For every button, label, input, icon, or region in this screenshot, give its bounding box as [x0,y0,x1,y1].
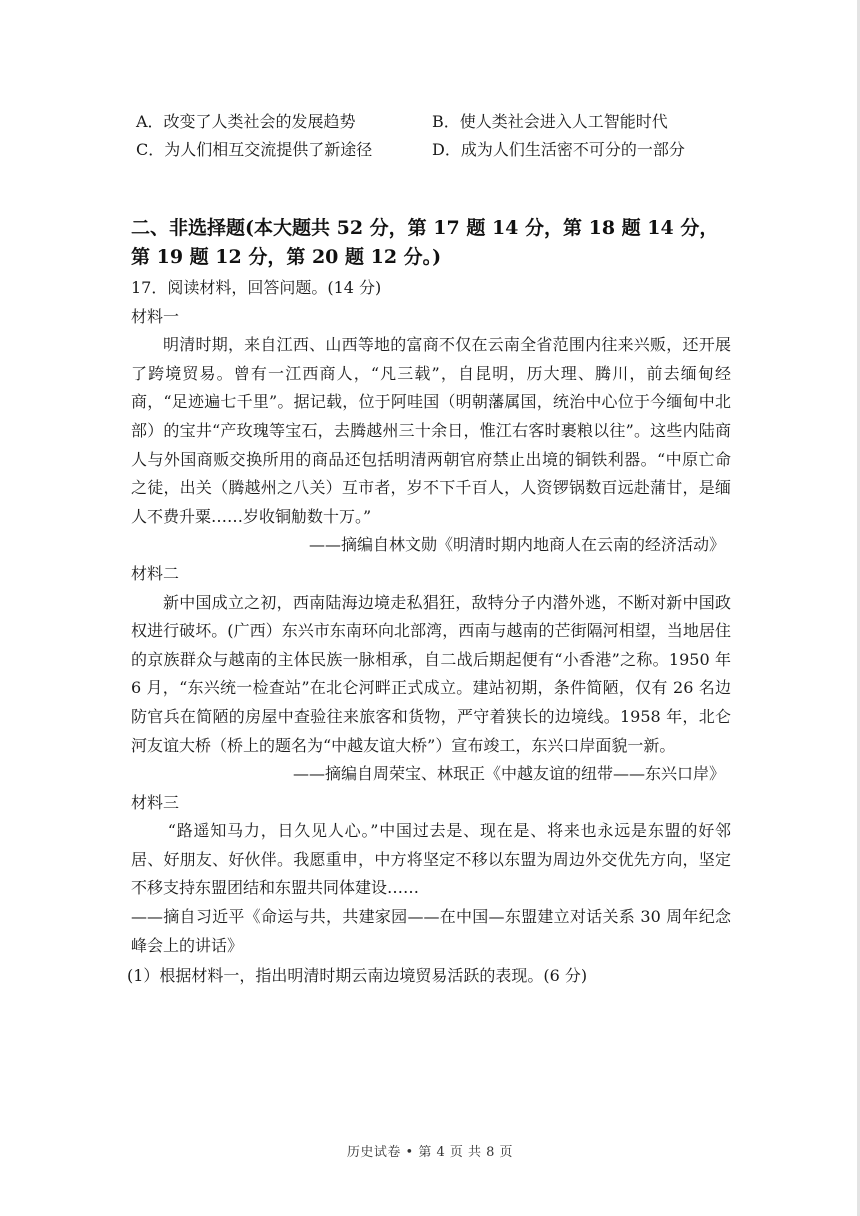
material-1-label: 材料一 [131,306,180,326]
material-1-text: 明清时期，来自江西、山西等地的富商不仅在云南全省范围内往来兴贩，还开展了跨境贸易。曾有一江西商人，“凡三载”，自昆明，历大理、腾川，前去缅甸经商，“足迹遍七千里”。据记载，位于阿哇国（明朝藩属国，统治中心位于今缅甸中北部）的宝井“产玫瑰等宝石，去腾越州三十余日，惟江右客时裹粮以往”。这些内陆商人与外国商贩交换所用的商品还包括明清两朝官府禁止出境的铜铁利器。“中原亡命之徒，出关（腾越州之八关）互市者，岁不下千百人，人资锣锅数百远赴蒲甘，是缅人不费升粟……岁收铜觔数十万。” [131,335,731,526]
option-a: A．改变了人类社会的发展趋势 [136,112,356,131]
question-17-prompt: 17．阅读材料，回答问题。(14 分) [131,278,382,297]
options-row-2 [136,136,756,164]
material-1-source: ——摘编自林文勋《明清时期内地商人在云南的经济活动》 [308,535,725,555]
material-3-text: “路遥知马力，日久见人心。”中国过去是、现在是、将来也永远是东盟的好邻居、好朋友、好伙伴。我愿重申，中方将坚定不移以东盟为周边外交优先方向，坚定不移支持东盟团结和东盟共同体建设…… [131,821,731,898]
material-3-label: 材料三 [131,792,180,812]
material-3-source: ——摘自习近平《命运与共，共建家园——在中国—东盟建立对话关系 30 周年纪念峰会上的讲话》 [131,907,731,955]
option-c: C．为人们相互交流提供了新途径 [136,140,373,159]
question-17 [127,274,731,991]
material-2-text: 新中国成立之初，西南陆海边境走私猖狂，敌特分子内潜外逃，不断对新中国政权进行破坏。(广西）东兴市东南环向北部湾，西南与越南的芒街隔河相望，当地居住的京族群众与越南的主体民族一脉相承，自二战后期起便有“小香港”之称。1950 年 6 月，“东兴统一检查站”在北仑河畔正式成立。建站初期，条件简陋，仅有 26 名边防官兵在简陋的房屋中查验往来旅客和货物，严守着狭长的边境线。1958 年，北仑河友谊大桥（桥上的题名为“中越友谊大桥”）宣布竣工，东兴口岸面貌一新。 [131,592,731,755]
page-footer: 历史试卷 • 第 4 页 共 8 页 [346,1145,514,1160]
section-heading: 二、非选择题(本大题共 52 分，第 17 题 14 分，第 18 题 14 分，第 19 题 12 分，第 20 题 12 分。) [131,217,719,268]
material-2-label: 材料二 [131,563,180,583]
question-17-sub-1: (1）根据材料一，指出明清时期云南边境贸易活跃的表现。(6 分) [127,966,588,986]
options-row-1 [136,108,756,136]
option-d: D．成为人们生活密不可分的一部分 [432,140,685,159]
multiple-choice-options [136,108,756,164]
option-b: B．使人类社会进入人工智能时代 [432,112,668,131]
material-2-source: ——摘编自周荣宝、林珉正《中越友谊的纽带——东兴口岸》 [292,764,725,784]
